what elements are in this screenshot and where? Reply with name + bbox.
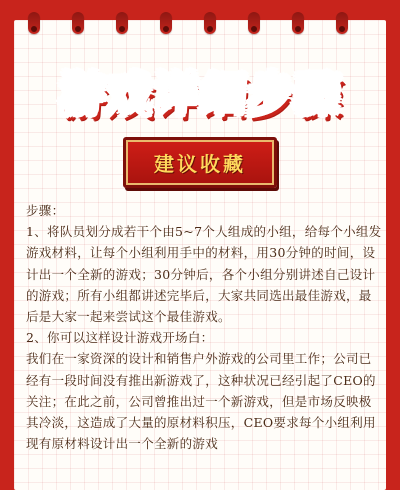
binder-ring-icon [292,12,304,34]
step-2-text: 我们在一家资深的设计和销售户外游戏的公司里工作；公司已经有一段时间没有推出新游戏了，这种状况已经引起了CEO的关注；在此之前，公司曾推出过一个新游戏，但是市场反映极其冷淡，这造成了大量的原材料积压，CEO要求每个小组利用现有原材料设计出一个全新的游戏 [26,351,376,452]
badge-container [0,137,400,188]
binder-ring-icon [116,12,128,34]
steps-heading: 步骤： [26,203,65,218]
badge-label: 建议收藏 [154,152,246,176]
step-1-text: 1、将队员划分成若干个由5~7个人组成的小组，给每个小组发游戏材料，让每个小组利用手中的材料，用30分钟的时间，设计出一个全新的游戏；30分钟后，各个小组分别讲述自己设计的游戏；所有小组都讲述完毕后，大家共同选出最佳游戏，最后是大家一起来尝试这个最佳游戏。 [26,224,382,325]
binder-ring-icon [248,12,260,34]
binder-ring-icon [28,12,40,34]
page-title: 游戏详细步骤 [56,67,343,121]
step-2-heading: 2、你可以这样设计游戏开场白： [26,330,214,346]
title-container [0,58,400,124]
binder-ring-icon [160,12,172,34]
binder-ring-icon [72,12,84,34]
binder-ring-icon [336,12,348,34]
binder-ring-icon [204,12,216,34]
bookmark-badge [123,137,277,188]
steps-content [26,200,384,454]
